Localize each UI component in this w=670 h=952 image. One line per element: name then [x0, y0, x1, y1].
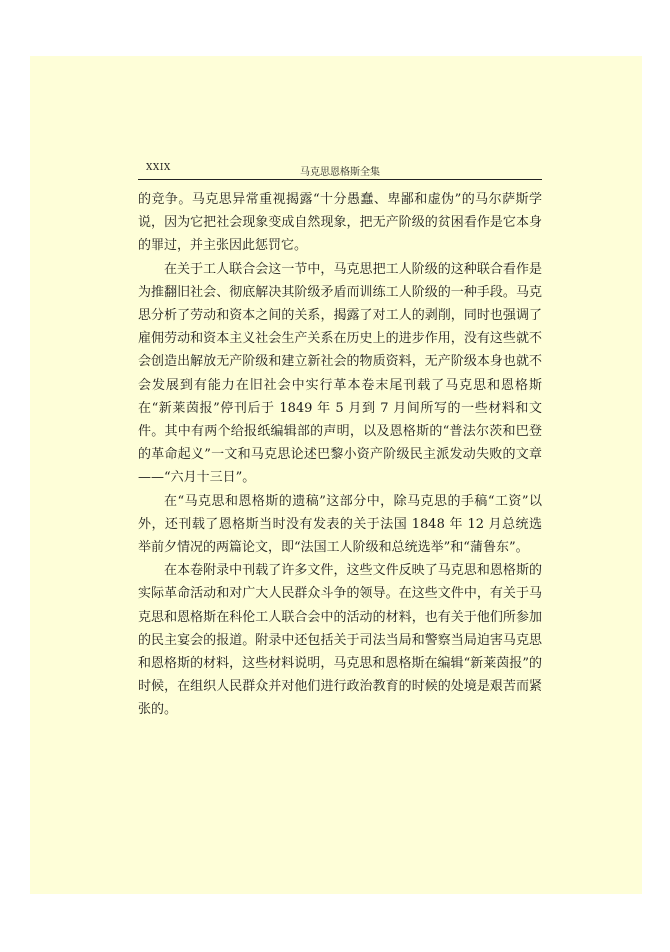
paragraph: 的竞争。马克思异常重视揭露“十分愚蠢、卑鄙和虚伪”的马尔萨斯学说，因为它把社会现象变成自然现象，把无产阶级的贫困看作是它本身的罪过，并主张因此惩罚它。: [138, 192, 542, 254]
paragraph: 在“马克思和恩格斯的遗稿”这部分中，除马克思的手稿“工资”以外，还刊载了恩格斯当时没有发表的关于法国 1848 年 12 月总统选举前夕情况的两篇论文，即“法国工人阶级和总统选举”和“蒲鲁东”。: [138, 493, 542, 556]
body-text: [138, 188, 542, 722]
running-title: 马克思恩格斯全集: [300, 167, 380, 178]
paragraph: 在关于工人联合会这一节中，马克思把工人阶级的这种联合看作是为推翻旧社会、彻底解决其阶级矛盾而训练工人阶级的一种手段。马克思分析了劳动和资本之间的关系，揭露了对工人的剥削，同时也强调了雇佣劳动和资本主义社会生产关系在历史上的进步作用，没有这些就不会创造出解放无产阶级和建立新社会的物质资料，无产阶级本身也就不会发展到有能力在旧社会中实行革本卷末尾刊载了马克思和恩格斯在“新莱茵报”停刊后于 1849 年 5 月到 7 月间所写的一些材料和文件。其中有两个给报纸编辑部的声明，以及恩格斯的“普法尔茨和巴登的革命起义”一文和马克思论述巴黎小资产阶级民主派发动失败的文章——“六月十三日”。: [138, 261, 542, 486]
running-header: [138, 163, 542, 180]
paragraph: 在本卷附录中刊载了许多文件，这些文件反映了马克思和恩格斯的实际革命活动和对广大人民群众斗争的领导。在这些文件中，有关于马克思和恩格斯在科伦工人联合会中的活动的材料，也有关于他们所参加的民主宴会的报道。附录中还包括关于司法当局和警察当局迫害马克思和恩格斯的材料，这些材料说明，马克思和恩格斯在编辑“新莱茵报”的时候，在组织人民群众并对他们进行政治教育的时候的处境是艰苦而紧张的。: [138, 563, 542, 718]
page-number: XXIX: [146, 163, 171, 173]
